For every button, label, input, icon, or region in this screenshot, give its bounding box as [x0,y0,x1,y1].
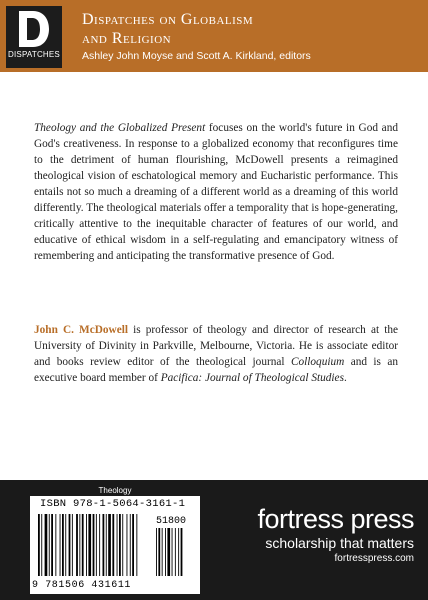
barcode-block [30,486,200,594]
bio-text-2: and is an executive board member of [34,356,399,384]
barcode-label [30,496,200,594]
bio-text-1: is professor of theology and director of research at the University of Divinity in Parkville, Melbourne, Victoria. He is associate editor and books review editor of the theological journal [34,324,398,368]
publisher-footer [0,480,428,600]
series-header [0,0,428,72]
publisher-name: fortress press [257,504,414,534]
series-editors: Ashley John Moyse and Scott A. Kirkland, editors [82,50,311,62]
journal-pacifica: Pacifica: Journal of Theological Studies [160,372,344,384]
book-title: Theology and the Globalized Present [34,122,206,134]
dispatches-logo [6,6,62,68]
author-bio [34,322,398,386]
ean-digits: 9 781506 431611 [32,580,132,591]
bio-text-3: . [343,372,347,384]
publisher-block [224,504,414,566]
series-title [82,10,422,48]
author-name: John C. McDowell [34,324,128,336]
barcode-category: Theology [98,486,132,495]
publisher-url: fortresspress.com [334,553,414,564]
journal-colloquium: Colloquium [290,356,345,368]
price-code: 51800 [156,516,187,527]
logo-label: DISPATCHES [8,50,60,59]
description-body: focuses on the world's future in God and God's creativeness. In response to a globalized economy that reconfigures time to the detriment of human flourishing, McDowell presents a reimagined theological vision of eschatological memory and Eucharistic performance. This entails not so much a dreaming of a different world as a dreaming of this world differently. The theological materials offer a temporality that is hope-generating, critically attentive to the inequitable character of features of our world, and educative of ethical wisdom in a self-regulating and emancipatory witness of remembering and anticipating the transformative presence of God. [34,122,398,262]
series-title-line-1: Dispatches on Globalism [82,11,254,28]
series-title-line-2: and Religion [82,30,172,47]
book-description [34,120,398,264]
publisher-tagline: scholarship that matters [265,535,414,551]
d-logo-icon [17,9,51,49]
isbn-number: ISBN 978-1-5064-3161-1 [40,498,186,510]
